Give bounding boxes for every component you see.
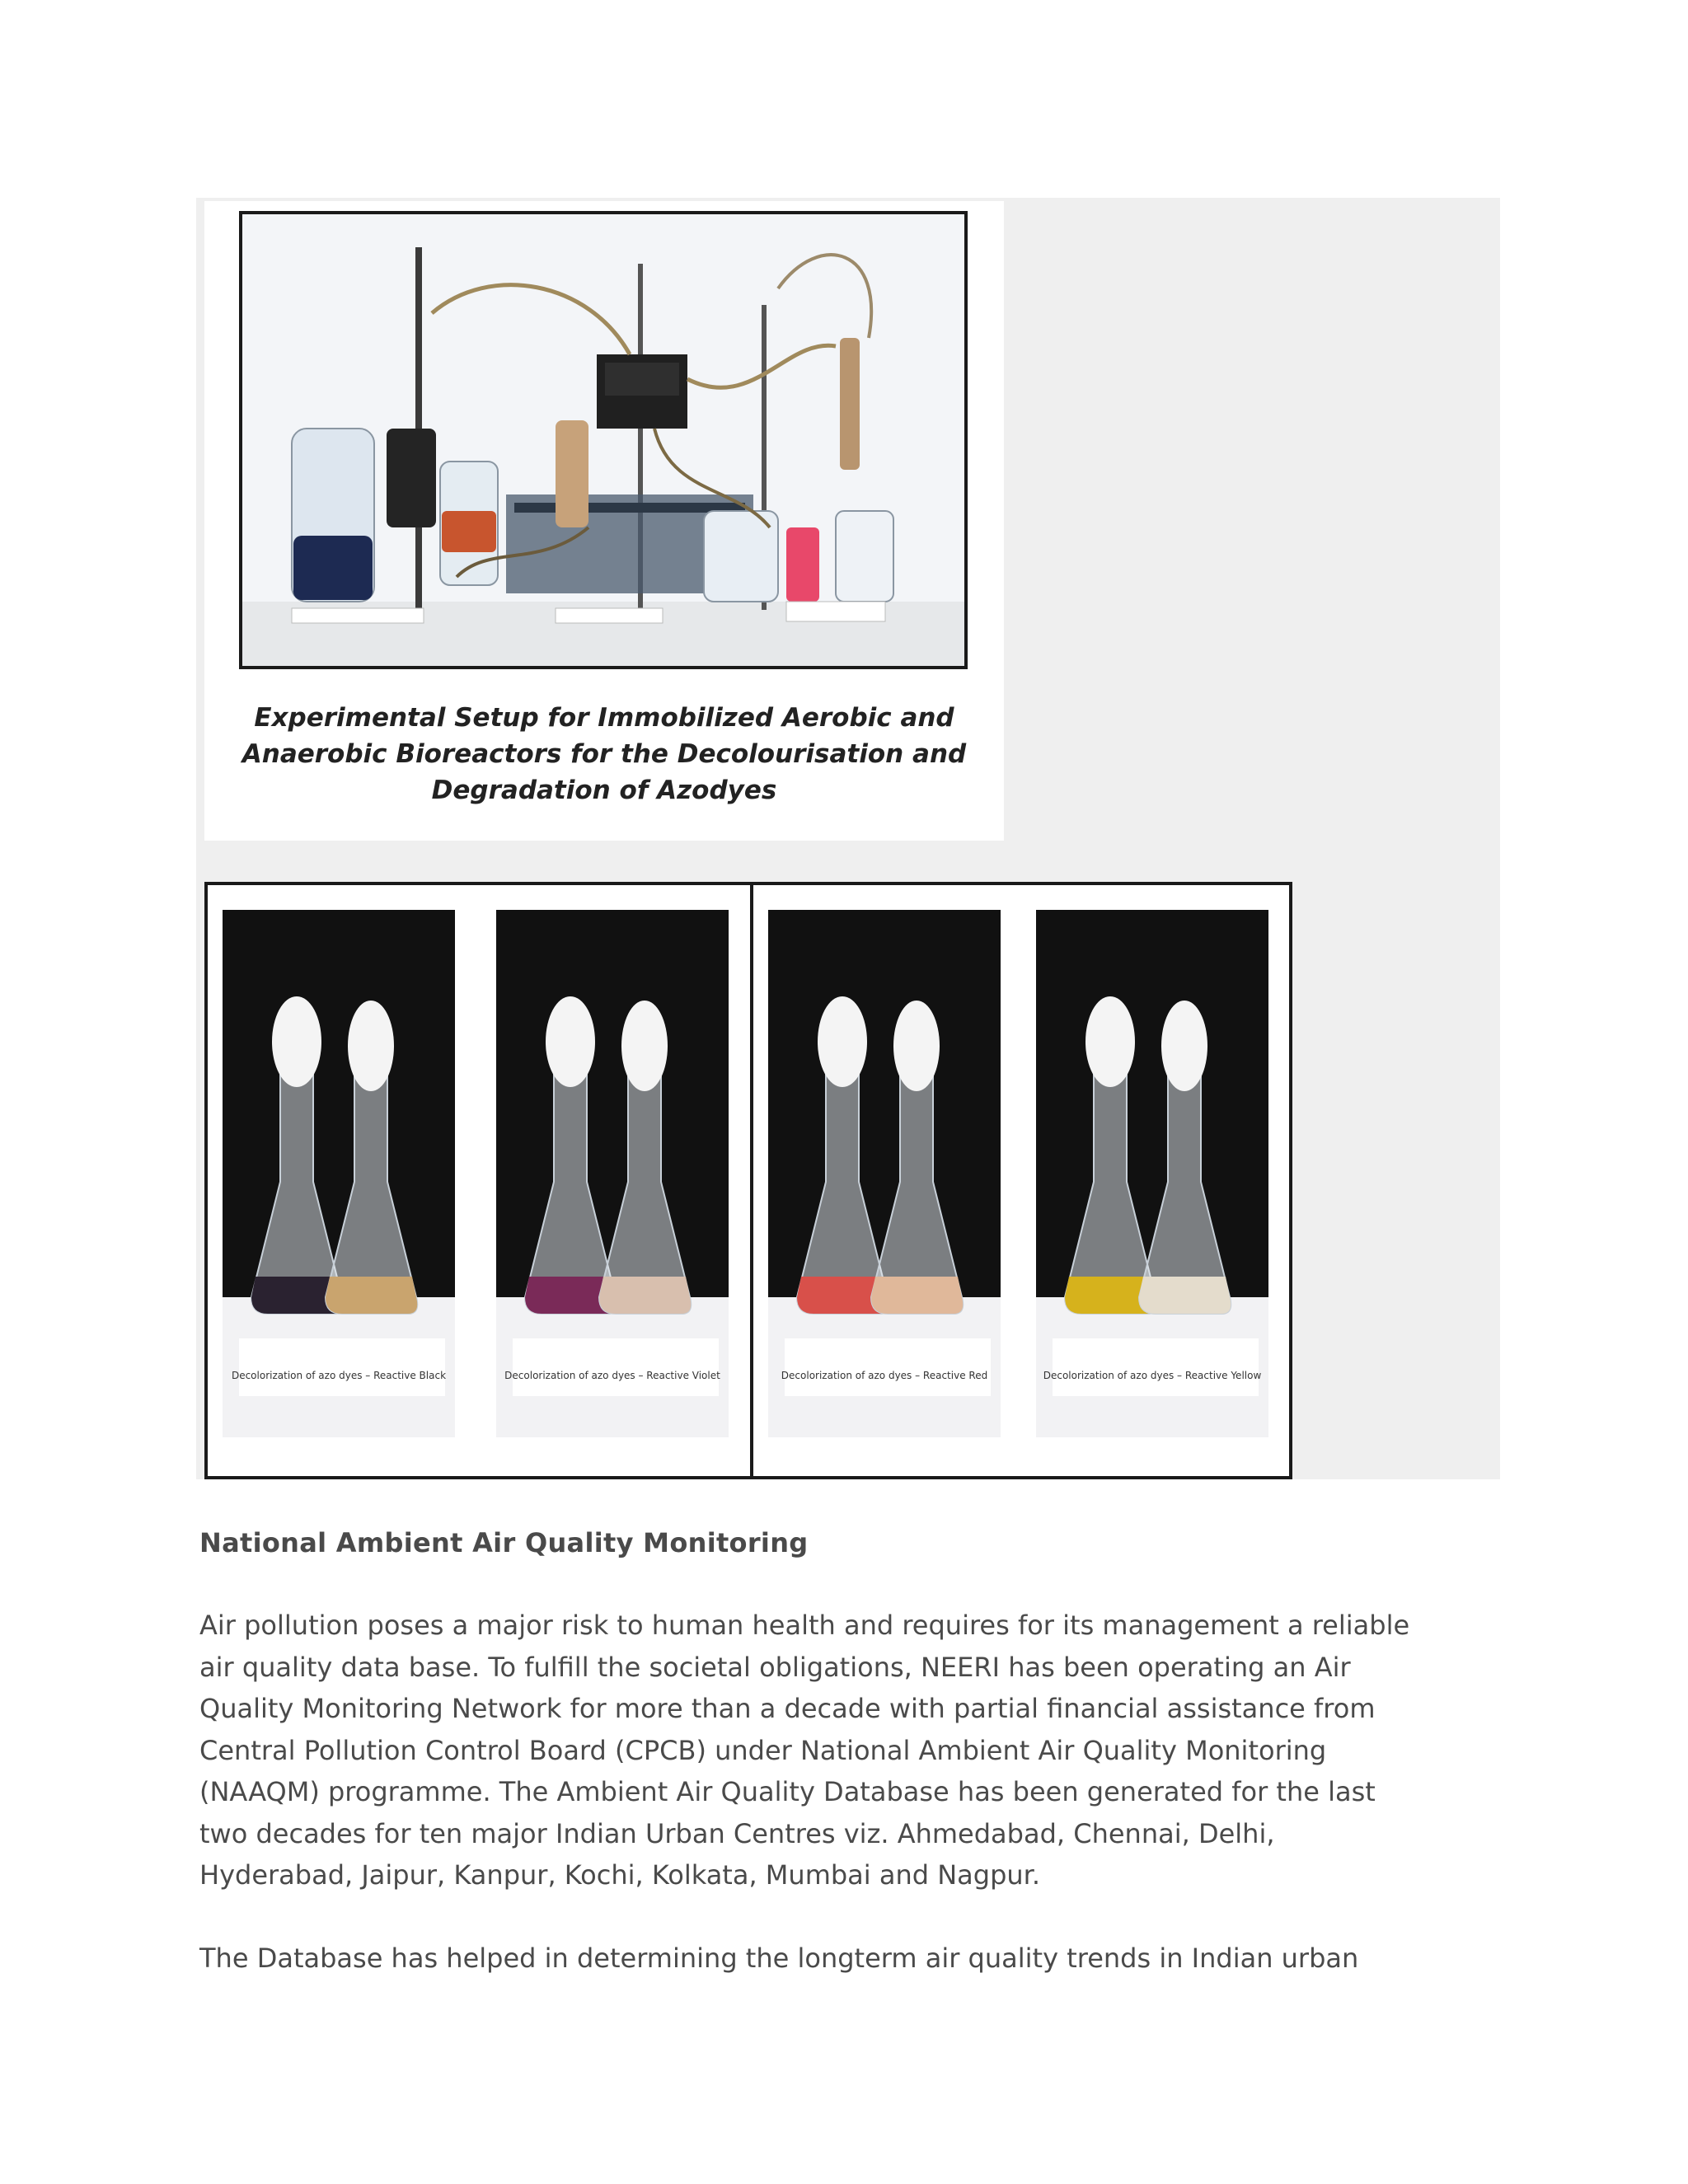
experimental-setup-caption [204, 700, 1004, 808]
paragraph-line: Hyderabad, Jaipur, Kanpur, Kochi, Kolkata, Mumbai and Nagpur. [199, 1859, 1041, 1891]
figure-experimental-setup [204, 201, 1004, 841]
flask-panel-4 [1036, 910, 1268, 1437]
paragraph-line: Air pollution poses a major risk to human health and requires for its management a reliable [199, 1610, 1410, 1641]
caption-line: Experimental Setup for Immobilized Aerobic and [254, 703, 954, 733]
flask-panel-1 [223, 910, 455, 1437]
section-heading: National Ambient Air Quality Monitoring [199, 1527, 809, 1558]
paragraph-line: (NAAQM) programme. The Ambient Air Quality Database has been generated for the last [199, 1776, 1376, 1807]
paragraph-line: The Database has helped in determining the longterm air quality trends in Indian urban [199, 1943, 1359, 1974]
paragraph-line: Quality Monitoring Network for more than a decade with partial financial assistance from [199, 1693, 1376, 1724]
paragraph-line: Central Pollution Control Board (CPCB) under National Ambient Air Quality Monitoring [199, 1734, 1327, 1766]
paragraph-line: two decades for ten major Indian Urban Centres viz. Ahmedabad, Chennai, Delhi, [199, 1817, 1275, 1849]
flask-panel-2 [496, 910, 729, 1437]
flask-panel-label: Decolorization of azo dyes – Reactive Red [781, 1370, 988, 1381]
flask-panel-label: Decolorization of azo dyes – Reactive Violet [504, 1370, 720, 1381]
paragraph-line: air quality data base. To fulfill the societal obligations, NEERI has been operating an Air [199, 1651, 1351, 1683]
flask-panel-3 [768, 910, 1001, 1437]
flask-panel-label: Decolorization of azo dyes – Reactive Black [231, 1370, 447, 1381]
figure-divider [750, 885, 753, 1476]
paragraph-database-trends [199, 1938, 1518, 1980]
figure-decolorization-flasks [204, 882, 1292, 1479]
caption-line: Anaerobic Bioreactors for the Decolourisation and [241, 739, 967, 769]
caption-line: Degradation of Azodyes [431, 776, 777, 805]
flask-panel-label: Decolorization of azo dyes – Reactive Yellow [1043, 1370, 1262, 1381]
paragraph-naaqm [199, 1605, 1518, 1896]
experimental-setup-photo [239, 211, 968, 669]
